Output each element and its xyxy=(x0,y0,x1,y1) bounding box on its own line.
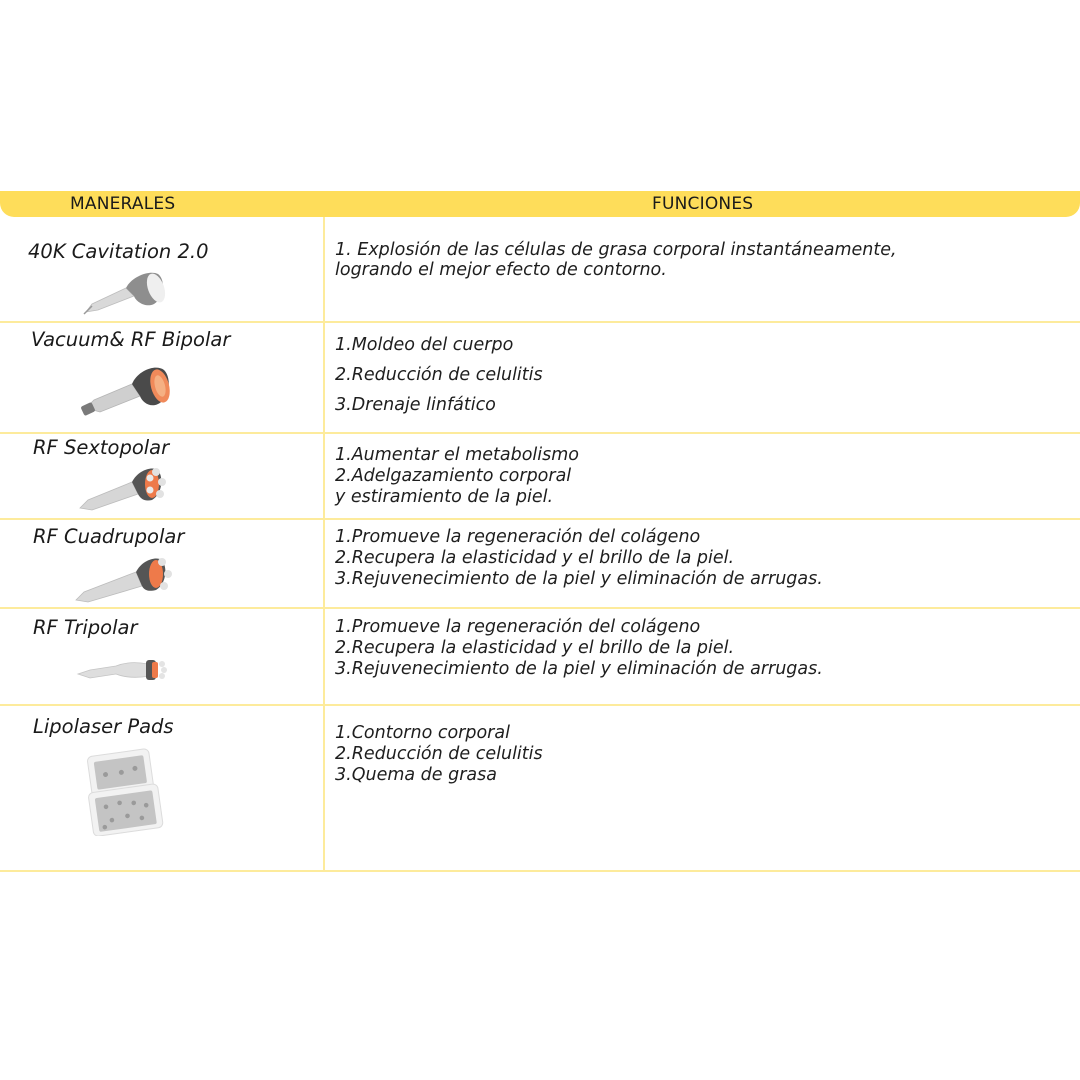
table-header xyxy=(0,191,1080,217)
cavitation-handpiece-icon xyxy=(82,268,172,316)
function-item: 1.Promueve la regeneración del colágeno xyxy=(335,617,701,637)
row-divider xyxy=(0,704,1080,706)
function-item: 2.Reducción de celulitis xyxy=(335,744,543,764)
row-name: Lipolaser Pads xyxy=(33,715,174,738)
row-name: RF Sextopolar xyxy=(33,436,170,459)
function-item: y estiramiento de la piel. xyxy=(335,487,554,507)
function-item: 3.Rejuvenecimiento de la piel y eliminación de arrugas. xyxy=(335,659,823,679)
function-item: 3.Quema de grasa xyxy=(335,765,497,785)
functions-list xyxy=(335,527,823,590)
function-item: 2.Recupera la elasticidad y el brillo de la piel. xyxy=(335,638,735,658)
cuadrupolar-handpiece-icon xyxy=(72,550,176,604)
row-name: Vacuum& RF Bipolar xyxy=(31,328,231,351)
row-divider xyxy=(0,321,1080,323)
functions-list xyxy=(335,617,823,680)
function-item: 1.Aumentar el metabolismo xyxy=(335,445,580,465)
row-name: RF Cuadrupolar xyxy=(33,525,185,548)
functions-list xyxy=(335,723,543,786)
row-name: RF Tripolar xyxy=(33,616,138,639)
functions-list xyxy=(335,445,579,508)
function-item: logrando el mejor efecto de contorno. xyxy=(335,260,667,280)
lipolaser-pads-icon xyxy=(78,746,172,836)
function-item: 3.Drenaje linfático xyxy=(335,395,496,415)
column-divider xyxy=(323,217,325,871)
row-divider xyxy=(0,518,1080,520)
function-item: 3.Rejuvenecimiento de la piel y eliminación de arrugas. xyxy=(335,569,823,589)
function-item: 2.Reducción de celulitis xyxy=(335,365,543,385)
row-name: 40K Cavitation 2.0 xyxy=(28,240,209,263)
header-funciones: FUNCIONES xyxy=(652,194,754,214)
functions-list xyxy=(335,240,897,280)
row-divider xyxy=(0,432,1080,434)
function-item: 1. Explosión de las células de grasa corporal instantáneamente, xyxy=(335,240,897,260)
row-divider xyxy=(0,607,1080,609)
sextopolar-handpiece-icon xyxy=(76,460,172,512)
function-item: 1.Promueve la regeneración del colágeno xyxy=(335,527,701,547)
header-manerales: MANERALES xyxy=(70,194,176,214)
vacuum-rf-handpiece-icon xyxy=(80,362,176,416)
row-divider xyxy=(0,870,1080,872)
functions-list xyxy=(335,330,543,420)
function-item: 1.Moldeo del cuerpo xyxy=(335,335,514,355)
function-item: 1.Contorno corporal xyxy=(335,723,510,743)
tripolar-handpiece-icon xyxy=(76,652,172,684)
function-item: 2.Recupera la elasticidad y el brillo de la piel. xyxy=(335,548,735,568)
function-item: 2.Adelgazamiento corporal xyxy=(335,466,572,486)
